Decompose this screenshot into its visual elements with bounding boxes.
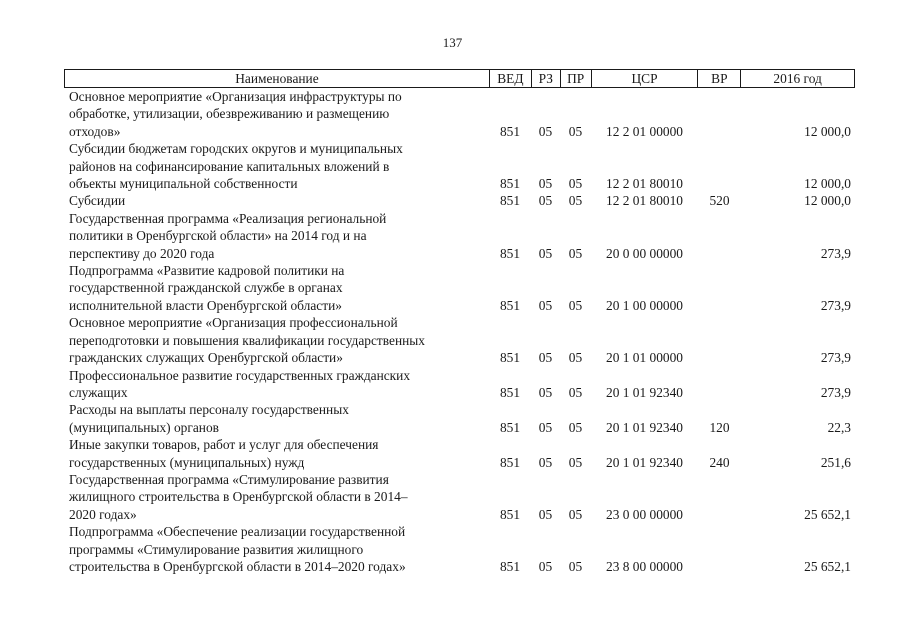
cell-rz: 05 — [538, 350, 553, 366]
cell-csr: 20 1 01 92340 — [606, 454, 683, 470]
table-row — [64, 192, 855, 209]
cell-name-line: Основное мероприятие «Организация профессиональной — [69, 315, 398, 331]
header-vr: ВР — [697, 70, 740, 87]
cell-name-line: служащих — [69, 384, 128, 400]
cell-pr: 05 — [568, 297, 583, 313]
cell-csr: 20 1 01 92340 — [606, 419, 683, 435]
cell-name — [64, 314, 489, 366]
cell-csr: 20 1 00 00000 — [606, 297, 683, 313]
cell-rz: 05 — [538, 454, 553, 470]
table-row — [64, 523, 855, 575]
cell-pr: 05 — [568, 123, 583, 139]
cell-2016: 22,3 — [827, 419, 851, 435]
cell-rz: 05 — [538, 384, 553, 400]
cell-ved: 851 — [499, 245, 521, 261]
cell-name — [64, 523, 489, 575]
cell-2016: 273,9 — [820, 350, 851, 366]
cell-csr: 23 0 00 00000 — [606, 506, 683, 522]
table-row — [64, 471, 855, 523]
header-2016: 2016 год — [740, 70, 854, 87]
cell-csr: 12 2 01 80010 — [606, 193, 683, 209]
cell-2016: 12 000,0 — [804, 176, 851, 192]
cell-csr: 20 1 01 92340 — [606, 384, 683, 400]
cell-2016: 12 000,0 — [804, 193, 851, 209]
cell-name — [64, 471, 489, 523]
cell-name-line: жилищного строительства в Оренбургской области в 2014– — [69, 489, 408, 505]
cell-csr: 20 1 01 00000 — [606, 350, 683, 366]
header-ved: ВЕД — [489, 70, 531, 87]
cell-ved: 851 — [499, 558, 521, 574]
cell-2016: 273,9 — [820, 245, 851, 261]
cell-ved: 851 — [499, 506, 521, 522]
cell-name-line: районов на софинансирование капитальных вложений в — [69, 158, 390, 174]
table-row — [64, 401, 855, 436]
cell-name-line: политики в Оренбургской области» на 2014 год и на — [69, 228, 367, 244]
cell-name — [64, 401, 489, 436]
cell-name-line: объекты муниципальной собственности — [69, 176, 298, 192]
cell-rz: 05 — [538, 176, 553, 192]
cell-rz: 05 — [538, 506, 553, 522]
cell-rz: 05 — [538, 123, 553, 139]
cell-pr: 05 — [568, 419, 583, 435]
cell-vr: 240 — [709, 454, 730, 470]
cell-rz: 05 — [538, 193, 553, 209]
cell-name — [64, 262, 489, 314]
cell-vr: 120 — [709, 419, 730, 435]
cell-name-line: Государственная программа «Стимулирование развития — [69, 471, 389, 487]
table-body — [64, 88, 855, 575]
cell-pr: 05 — [568, 245, 583, 261]
cell-pr: 05 — [568, 350, 583, 366]
cell-csr: 20 0 00 00000 — [606, 245, 683, 261]
cell-name-line: 2020 годах» — [69, 506, 137, 522]
cell-ved: 851 — [499, 419, 521, 435]
cell-name-line: строительства в Оренбургской области в 2014–2020 годах» — [69, 558, 406, 574]
table-row — [64, 210, 855, 262]
table-row — [64, 88, 855, 140]
cell-ved: 851 — [499, 176, 521, 192]
cell-name — [64, 436, 489, 471]
cell-ved: 851 — [499, 123, 521, 139]
cell-name-line: отходов» — [69, 123, 121, 139]
table-row — [64, 140, 855, 192]
cell-name-line: государственных (муниципальных) нужд — [69, 454, 305, 470]
cell-name-line: Подпрограмма «Обеспечение реализации государственной — [69, 524, 406, 540]
cell-pr: 05 — [568, 454, 583, 470]
cell-pr: 05 — [568, 558, 583, 574]
header-name: Наименование — [235, 71, 319, 87]
cell-name-line: Субсидии бюджетам городских округов и муниципальных — [69, 141, 403, 157]
cell-pr: 05 — [568, 176, 583, 192]
cell-name — [64, 140, 489, 192]
table-row — [64, 367, 855, 402]
table-row — [64, 314, 855, 366]
cell-csr: 12 2 01 00000 — [606, 123, 683, 139]
cell-name-line: Государственная программа «Реализация региональной — [69, 210, 387, 226]
table-row — [64, 262, 855, 314]
cell-rz: 05 — [538, 245, 553, 261]
header-rz: РЗ — [531, 70, 560, 87]
table-header — [64, 69, 855, 88]
cell-name-line: программы «Стимулирование развития жилищного — [69, 541, 364, 557]
cell-name-line: исполнительной власти Оренбургской области» — [69, 297, 342, 313]
cell-name — [64, 192, 489, 209]
cell-name-line: Субсидии — [69, 193, 126, 209]
cell-csr: 12 2 01 80010 — [606, 176, 683, 192]
cell-ved: 851 — [499, 350, 521, 366]
cell-ved: 851 — [499, 454, 521, 470]
table-row — [64, 436, 855, 471]
cell-name — [64, 88, 489, 140]
page-number: 137 — [442, 35, 463, 50]
cell-pr: 05 — [568, 384, 583, 400]
cell-name — [64, 210, 489, 262]
cell-ved: 851 — [499, 193, 521, 209]
cell-name-line: гражданских служащих Оренбургской области» — [69, 350, 343, 366]
cell-2016: 25 652,1 — [804, 558, 851, 574]
cell-name-line: Основное мероприятие «Организация инфраструктуры по — [69, 89, 402, 104]
cell-vr: 520 — [709, 193, 730, 209]
cell-name-line: государственной гражданской службе в органах — [69, 280, 343, 296]
header-csr: ЦСР — [591, 70, 698, 87]
cell-2016: 273,9 — [820, 297, 851, 313]
cell-name-line: переподготовки и повышения квалификации государственных — [69, 332, 425, 348]
header-pr: ПР — [560, 70, 591, 87]
cell-name-line: обработке, утилизации, обезвреживанию и размещению — [69, 106, 390, 122]
cell-name-line: (муниципальных) органов — [69, 419, 219, 435]
cell-pr: 05 — [568, 506, 583, 522]
cell-name-line: Иные закупки товаров, работ и услуг для обеспечения — [69, 437, 379, 453]
cell-2016: 12 000,0 — [804, 123, 851, 139]
cell-name-line: Подпрограмма «Развитие кадровой политики на — [69, 263, 345, 279]
cell-2016: 273,9 — [820, 384, 851, 400]
cell-csr: 23 8 00 00000 — [606, 558, 683, 574]
cell-pr: 05 — [568, 193, 583, 209]
cell-rz: 05 — [538, 297, 553, 313]
cell-name-line: Расходы на выплаты персоналу государственных — [69, 402, 349, 418]
cell-name-line: Профессиональное развитие государственных гражданских — [69, 367, 411, 383]
cell-ved: 851 — [499, 384, 521, 400]
cell-name-line: перспективу до 2020 года — [69, 245, 215, 261]
cell-2016: 25 652,1 — [804, 506, 851, 522]
cell-rz: 05 — [538, 558, 553, 574]
cell-rz: 05 — [538, 419, 553, 435]
cell-name — [64, 367, 489, 402]
cell-ved: 851 — [499, 297, 521, 313]
cell-2016: 251,6 — [820, 454, 851, 470]
budget-table — [64, 69, 855, 575]
